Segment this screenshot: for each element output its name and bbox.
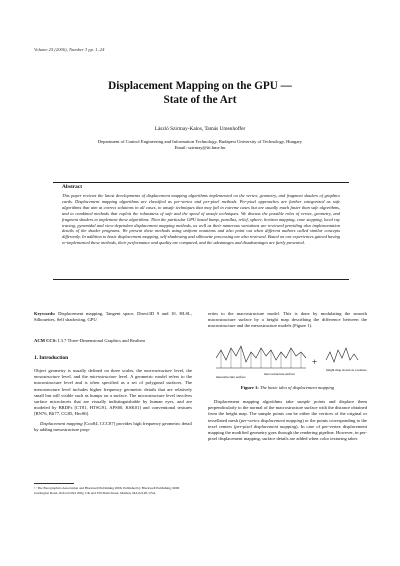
affiliation-dept: Department of Control Engineering and Information Technology, Budapest University of Technology, Hungary <box>97 139 303 144</box>
keywords-label: Keywords: <box>34 311 56 316</box>
acm-ccs <box>34 338 192 344</box>
acm-text: I.3.7 Three-Dimensional Graphics and Realism <box>58 338 145 343</box>
caption-text: The basic idea of displacement mapping <box>259 385 335 390</box>
affiliation <box>0 139 400 151</box>
copyright-footnote: © The Eurographics Association and Blackwell Publishing 2006. Published by Blackwell Publishing, 9600 Garsington Road, Oxford OX4 2DQ, UK and 350 Main Street, Malden, MA 02148, USA. <box>34 486 180 495</box>
caption-label: Figure 1: <box>240 385 259 390</box>
affiliation-email: Email: szirmay@iit.bme.hu <box>174 145 226 151</box>
abstract-heading: Abstract <box>62 184 83 190</box>
abstract-text: This paper reviews the latest developments of displacement mapping algorithms implemented on the vertex, geometry, and fragment shaders of graphics cards. Displacement mapping algorithms are classified as per-vertex and per-pixel methods. Per-pixel approaches are further categorized as safe algorithms that aim at correct solutions in all cases, to unsafe techniques that may fail in extreme cases but are usually much faster than safe algorithms, and to combined methods that exploit the robustness of safe and the speed of unsafe techniques. We discuss the possible roles of vertex, geometry, and fragment shaders to implement these algorithms. Then the particular GPU based bump, parallax, relief, sphere, horizon mapping, cone stepping, local ray tracing, pyramidal and view-dependent displacement mapping methods, as well as their numerous variations are reviewed providing also implementation details of the shader programs. We present these methods using uniform notations and also point out when different authors called similar concepts differently. In addition to basic displacement mapping, self-shadowing and silhouette processing are also reviewed. Based on our experiences gained having re-implemented these methods, their performance and quality are compared, and the advantages and disadvantages are fairly presented. <box>62 193 340 246</box>
figure-1-diagram <box>208 338 367 382</box>
keywords-text: Displacement mapping, Tangent space, Direct3D 9 and 10, HLSL, Silhouettes, Self shadowing, GPU <box>34 311 193 323</box>
title-line-2: State of the Art <box>163 93 237 106</box>
figure-label-height-map: height map stored as a texture <box>326 368 367 372</box>
plus-sign: + <box>312 357 318 367</box>
intro-paragraph-1: Object geometry is usually defined on three scales, the macrostructure level, the mesostructure level, and the microstructure level. A geometric model refers to the macrostructure level and is often specified as a set of polygonal surfaces. The mesostructure level includes higher frequency geometric details that are relatively small but still visible such as bumps on a surface. The microstructure level involves surface microfacets that are visually indistinguishable by human eyes, and are modeled by BRDFs [CT81, HTSG91, APS00, KSK01] and conventional textures [BN76, Bli77, CG85, Hec86]. <box>34 368 192 417</box>
acm-label: ACM CCS: <box>34 338 57 343</box>
intro-paragraph-2: Displacement mapping [Coo84, CCC87] provides high frequency geometric detail by adding mesostructure prop- <box>34 420 192 432</box>
section-heading-introduction: 1. Introduction <box>34 355 69 361</box>
figure-1-caption <box>208 385 367 390</box>
keywords <box>34 311 192 323</box>
figure-label-meso: mesostructure surface <box>216 375 246 379</box>
introduction-body <box>34 368 192 436</box>
right-column-body: Displacement mapping algorithms take sample points and displace them perpendicularly to the normal of the macrostructure surface with the distance obtained from the height map. The sample points can be either the vertices of the original or tessellated mesh (per-vertex displacement mapping) or the points corresponding to the texel centers (per-pixel displacement mapping). In case of per-vertex displacement mapping the modified geometry goes through the rendering pipeline. However, in per-pixel displacement mapping, surface details are added when color texturing takes <box>208 399 368 442</box>
figure-label-macro: macrostructure surface <box>264 372 295 376</box>
paper-title <box>0 80 400 107</box>
footnote-rule <box>34 483 74 484</box>
journal-line: Volume 25 (2006), Number 3 pp. 1–24 <box>34 47 105 52</box>
authors: László Szirmay-Kalos, Tamás Umenhoffer <box>154 126 246 132</box>
title-line-1: Displacement Mapping on the GPU — <box>108 80 292 92</box>
height-map-curve <box>326 348 358 362</box>
right-column-top-text: erties to the macrostructure model. This is done by modulating the smooth macrostructure surface by a height map describing the difference between the macrostructure and the mesostructure models (Figure 1). <box>208 311 367 329</box>
